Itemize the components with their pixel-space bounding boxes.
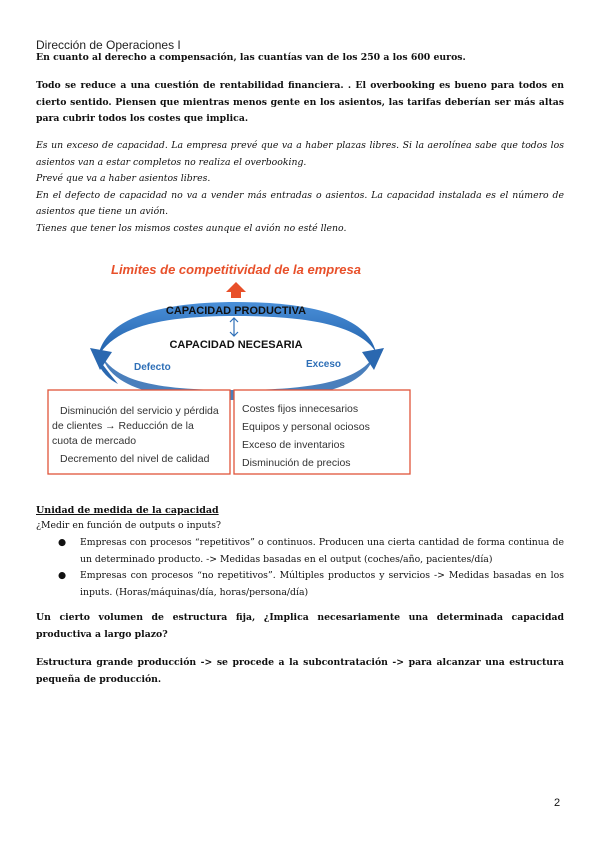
bullet-list bbox=[36, 535, 564, 601]
left-box-line: Disminución del servicio y pérdida bbox=[60, 405, 219, 417]
label-defecto: Defecto bbox=[134, 362, 171, 373]
page-number: 2 bbox=[554, 797, 561, 809]
right-box-line: Exceso de inventarios bbox=[242, 439, 345, 451]
paragraph-subcontratacion: Estructura grande producción -> se procede a la subcontratación -> para alcanzar una estructura pequeña de producción. bbox=[36, 657, 564, 685]
label-capacidad-necesaria: CAPACIDAD NECESARIA bbox=[169, 339, 303, 351]
list-item-text: Empresas con procesos “repetitivos” o continuos. Producen una cierta cantidad de forma continua de un determinado producto. -> Medidas basadas en el output (coches/año, pacientes/día) bbox=[80, 537, 564, 565]
right-box-line: Costes fijos innecesarios bbox=[242, 403, 359, 415]
double-arrow-icon bbox=[230, 318, 238, 336]
left-box-line: de clientes → Reducción de la bbox=[52, 420, 194, 432]
right-box-line: Equipos y personal ociosos bbox=[242, 421, 370, 433]
italic-line: En el defecto de capacidad no va a vender más entradas o asientos. La capacidad instalada es el número de asientos que tiene un avión. bbox=[36, 189, 564, 217]
bullet-icon: ● bbox=[58, 537, 67, 548]
capacity-diagram bbox=[36, 252, 576, 492]
right-box-line: Disminución de precios bbox=[242, 457, 351, 469]
label-capacidad-productiva: CAPACIDAD PRODUCTIVA bbox=[165, 305, 307, 317]
italic-line: Tienes que tener los mismos costes aunque el avión no esté lleno. bbox=[36, 222, 347, 234]
up-arrow-icon bbox=[226, 282, 246, 298]
section-question: ¿Medir en función de outputs o inputs? bbox=[36, 520, 221, 531]
italic-notes bbox=[36, 138, 564, 237]
bullet-icon: ● bbox=[58, 570, 67, 581]
italic-line: Es un exceso de capacidad. La empresa prevé que va a haber plazas libres. Si la aerolínea sabe que todos los asientos van a estar completos no realiza el overbooking. bbox=[36, 140, 564, 168]
italic-line: Prevé que va a haber asientos libres. bbox=[36, 173, 211, 184]
diagram-title: Limites de competitividad de la empresa bbox=[111, 262, 361, 277]
section-title: Unidad de medida de la capacidad bbox=[36, 505, 219, 516]
list-item bbox=[58, 568, 564, 601]
left-box-line: Decremento del nivel de calidad bbox=[60, 453, 210, 465]
list-item bbox=[58, 535, 564, 568]
list-item-text: Empresas con procesos “no repetitivos”. Múltiples productos y servicios -> Medidas basadas en los inputs. (Horas/máquinas/día, horas/persona/día) bbox=[80, 570, 564, 598]
label-exceso: Exceso bbox=[306, 359, 342, 370]
paragraph-estructura-fija: Un cierto volumen de estructura fija, ¿Implica necesariamente una determinada capacidad productiva a largo plazo? bbox=[36, 612, 564, 640]
paragraph-compensation: En cuanto al derecho a compensación, las cuantías van de los 250 a los 600 euros. bbox=[36, 52, 466, 63]
paragraph-rentabilidad: Todo se reduce a una cuestión de rentabilidad financiera. . El overbooking es bueno para todos en cierto sentido. Piensen que mientras menos gente en los asientos, las tarifas deberían ser más altas para cubrir todos los costes que implica. bbox=[36, 80, 564, 124]
document-header: Dirección de Operaciones I bbox=[36, 38, 181, 52]
left-box-line: cuota de mercado bbox=[52, 435, 137, 447]
